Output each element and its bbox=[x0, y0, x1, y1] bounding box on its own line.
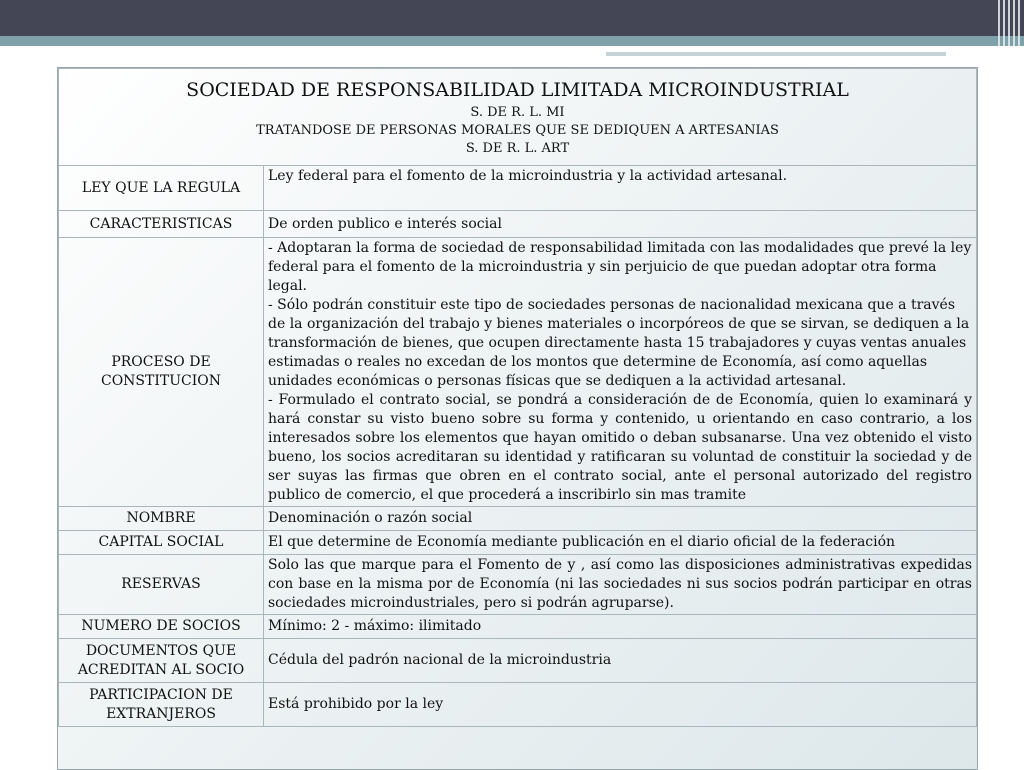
row-value bbox=[264, 238, 977, 507]
decorative-stripes bbox=[990, 0, 1024, 46]
table-row bbox=[59, 531, 977, 555]
divider-line bbox=[606, 52, 946, 56]
table-row bbox=[59, 238, 977, 507]
row-value: El que determine de Economía mediante publicación en el diario oficial de la federación bbox=[264, 531, 977, 555]
table-header-row bbox=[59, 69, 977, 166]
row-label: NUMERO DE SOCIOS bbox=[59, 615, 264, 639]
table-row bbox=[59, 507, 977, 531]
accent-bar bbox=[0, 36, 1024, 46]
table-header bbox=[59, 69, 977, 166]
table-title: SOCIEDAD DE RESPONSABILIDAD LIMITADA MICROINDUSTRIAL bbox=[186, 78, 849, 101]
row-label: CARACTERISTICAS bbox=[59, 211, 264, 238]
row-label: DOCUMENTOS QUE ACREDITAN AL SOCIO bbox=[59, 639, 264, 683]
table-row bbox=[59, 615, 977, 639]
row-value: Ley federal para el fomento de la microindustria y la actividad artesanal. bbox=[264, 166, 977, 211]
paragraph: - Formulado el contrato social, se pondrá a consideración de de Economía, quien lo examinará y hará constar su visto bueno sobre su forma y contenido, u orientando en caso contrario, a los interesados sobre los elementos que hayan omitido o deban subsanarse. Una vez obtenido el visto bueno, los socios acreditaran su identidad y ratificaran su voluntad de constituir la sociedad y de ser suyas las firmas que obren en el contrato social, ante el personal autorizado del registro publico de comercio, el que procederá a inscribirlo sin mas tramite bbox=[268, 392, 972, 503]
row-label: CAPITAL SOCIAL bbox=[59, 531, 264, 555]
row-value: De orden publico e interés social bbox=[264, 211, 977, 238]
top-banner bbox=[0, 0, 1024, 36]
row-label: LEY QUE LA REGULA bbox=[59, 166, 264, 211]
row-value: Denominación o razón social bbox=[264, 507, 977, 531]
row-value: Mínimo: 2 - máximo: ilimitado bbox=[264, 615, 977, 639]
paragraph: - Sólo podrán constituir este tipo de sociedades personas de nacionalidad mexicana que a través de la organización del trabajo y bienes materiales o incorpóreos de que se sirvan, se dediquen a la transformación de bienes, que ocupen directamente hasta 15 trabajadores y cuyas ventas anuales estimadas o reales no excedan de los montos que determine de Economía, así como aquellas unidades económicas o personas físicas que se dediquen a la actividad artesanal. bbox=[268, 297, 970, 389]
abbreviation-art: S. DE R. L. ART bbox=[465, 140, 570, 156]
header-subtitle: TRATANDOSE DE PERSONAS MORALES QUE SE DEDIQUEN A ARTESANIAS bbox=[256, 122, 779, 138]
row-value: Está prohibido por la ley bbox=[264, 683, 977, 727]
info-table bbox=[58, 68, 977, 727]
table-row bbox=[59, 166, 977, 211]
abbreviation-mi: S. DE R. L. MI bbox=[470, 104, 565, 120]
row-label: PROCESO DE CONSTITUCION bbox=[59, 238, 264, 507]
row-value: Cédula del padrón nacional de la microindustria bbox=[264, 639, 977, 683]
table-row bbox=[59, 211, 977, 238]
table-row bbox=[59, 639, 977, 683]
row-label: RESERVAS bbox=[59, 555, 264, 615]
paragraph: - Adoptaran la forma de sociedad de responsabilidad limitada con las modalidades que prevé la ley federal para el fomento de la microindustria y sin perjuicio de que puedan adoptar otra forma legal. bbox=[268, 240, 972, 294]
row-value: Solo las que marque para el Fomento de y , así como las disposiciones administrativas expedidas con base en la misma por de Economía (ni las sociedades ni sus socios podrán participar en otras sociedades microindustriales, pero si podrán agruparse). bbox=[264, 555, 977, 615]
row-label: PARTICIPACION DE EXTRANJEROS bbox=[59, 683, 264, 727]
table-row bbox=[59, 683, 977, 727]
row-label: NOMBRE bbox=[59, 507, 264, 531]
table-row bbox=[59, 555, 977, 615]
info-table-container bbox=[57, 67, 978, 770]
